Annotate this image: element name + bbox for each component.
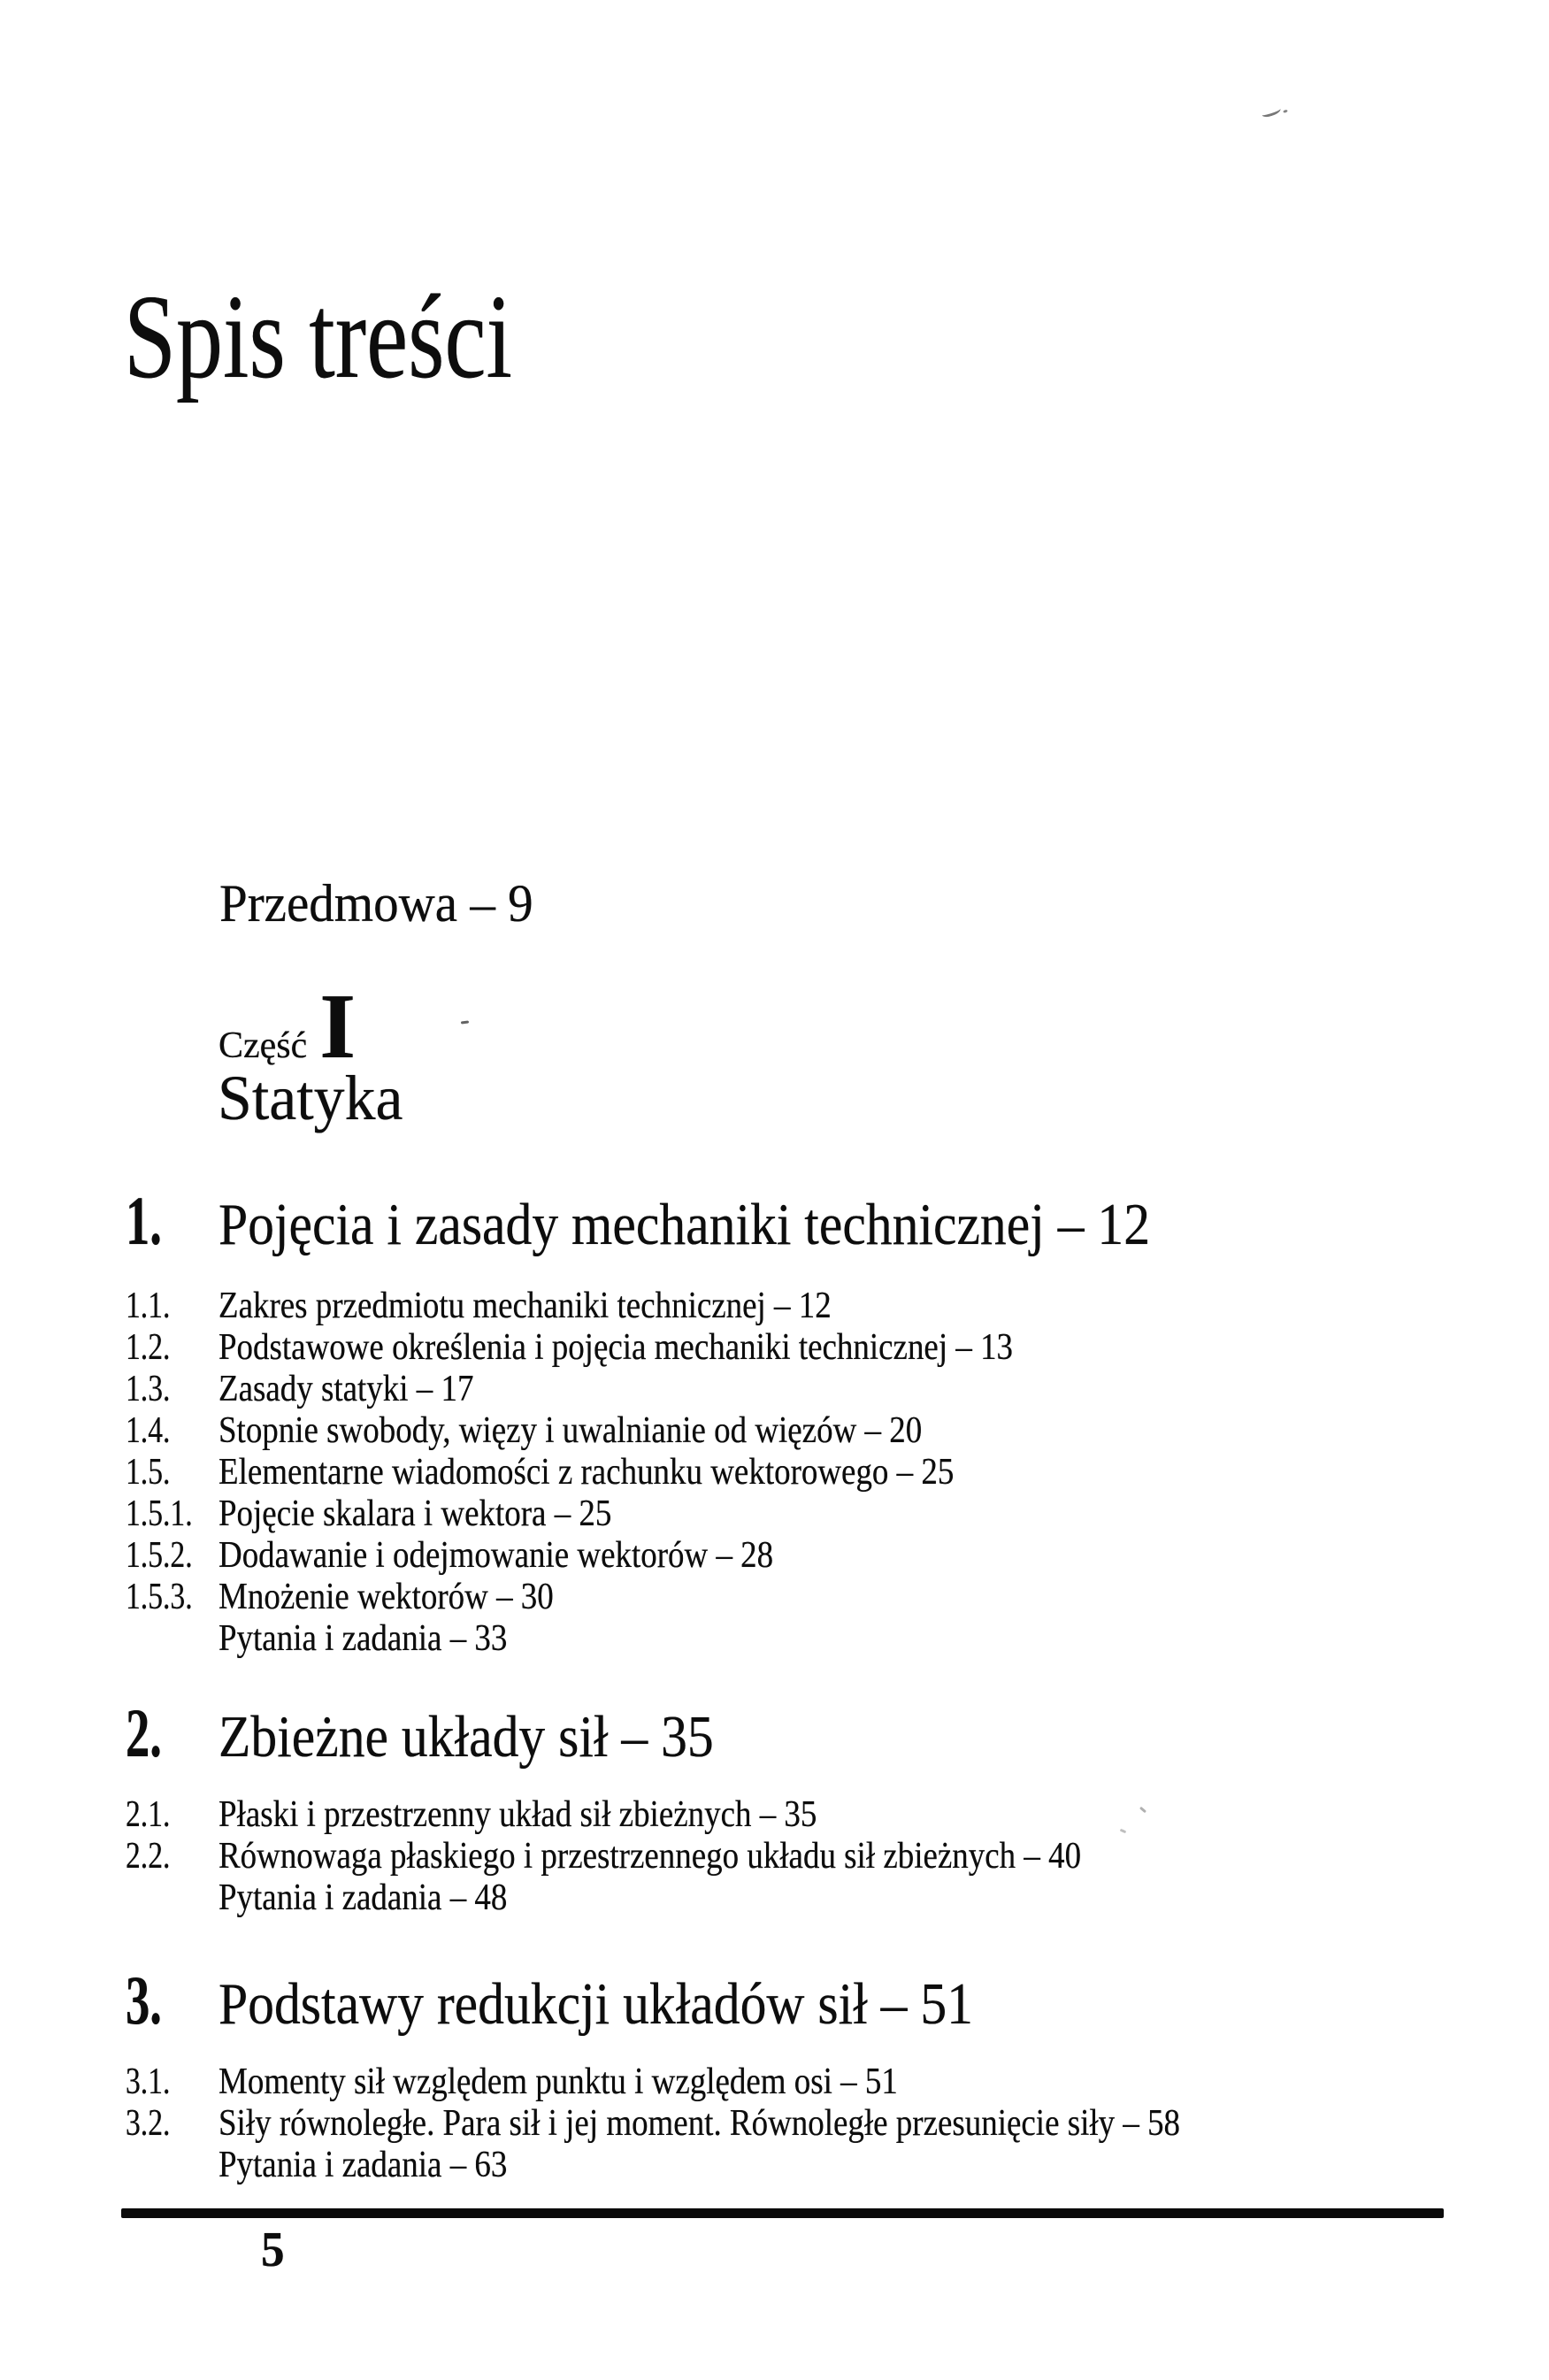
entry-number: 3.1. (126, 2061, 171, 2102)
toc-entry (0, 1454, 1549, 1498)
chapter-2-heading (0, 1694, 1549, 1783)
toc-entry (0, 1578, 1549, 1623)
toc-entry (0, 1838, 1549, 1882)
entry-number: 1.1. (126, 1286, 171, 1326)
entry-number: 1.5.3. (126, 1577, 193, 1617)
entry-text: Pytania i zadania – 48 (219, 1877, 508, 1918)
chapter-title: Pojęcia i zasady mechaniki technicznej – 12 (219, 1192, 1151, 1257)
chapter-title: Podstawy redukcji układów sił – 51 (219, 1971, 973, 2037)
entry-text: Pojęcie skalara i wektora – 25 (219, 1493, 612, 1534)
toc-entry (0, 1796, 1549, 1840)
entry-text: Równowaga płaskiego i przestrzennego układu sił zbieżnych – 40 (219, 1836, 1082, 1877)
toc-entry (0, 2105, 1549, 2149)
toc-entry (0, 1879, 1549, 1923)
entry-number: 1.5.2. (126, 1535, 193, 1576)
scan-artifact-dash (461, 1020, 469, 1024)
toc-entry (0, 2146, 1549, 2191)
entry-number: 1.4. (126, 1410, 171, 1451)
toc-entry (0, 1287, 1549, 1332)
entry-number: 2.1. (126, 1794, 171, 1835)
chapter-number: 1. (126, 1182, 162, 1259)
page-number: 5 (261, 2223, 285, 2277)
chapter-3-heading (0, 1962, 1549, 2050)
entry-text: Zasady statyki – 17 (219, 1369, 474, 1409)
entry-text: Zakres przedmiotu mechaniki technicznej – 12 (219, 1286, 832, 1326)
part-title: Statyka (218, 1063, 403, 1133)
page-title: Spis treści (124, 271, 513, 403)
footer-rule (121, 2208, 1444, 2218)
scan-artifact-squiggle (1261, 105, 1282, 119)
entry-text: Mnożenie wektorów – 30 (219, 1577, 554, 1617)
chapter-1-heading (0, 1182, 1549, 1271)
toc-entry (0, 1329, 1549, 1373)
part-numeral: I (319, 974, 357, 1078)
entry-text: Pytania i zadania – 33 (219, 1618, 508, 1659)
preface-entry: Przedmowa – 9 (219, 874, 533, 933)
entry-number: 1.5.1. (126, 1493, 193, 1534)
entry-number: 1.3. (126, 1369, 171, 1409)
toc-entry (0, 1620, 1549, 1664)
chapter-number: 2. (126, 1694, 162, 1771)
entry-text: Elementarne wiadomości z rachunku wektorowego – 25 (219, 1452, 955, 1493)
entry-text: Siły równoległe. Para sił i jej moment. Równoległe przesunięcie siły – 58 (219, 2103, 1181, 2144)
entry-text: Momenty sił względem punktu i względem osi – 51 (219, 2061, 898, 2102)
toc-entry (0, 1537, 1549, 1581)
entry-number: 1.2. (126, 1327, 171, 1368)
toc-entry (0, 1495, 1549, 1539)
chapter-title: Zbieżne układy sił – 35 (219, 1704, 714, 1770)
entry-number: 1.5. (126, 1452, 171, 1493)
entry-text: Pytania i zadania – 63 (219, 2145, 508, 2185)
entry-number: 3.2. (126, 2103, 171, 2144)
toc-entry (0, 1412, 1549, 1456)
part-heading (219, 974, 357, 1078)
entry-text: Dodawanie i odejmowanie wektorów – 28 (219, 1535, 774, 1576)
entry-text: Podstawowe określenia i pojęcia mechaniki technicznej – 13 (219, 1327, 1014, 1368)
chapter-number: 3. (126, 1962, 162, 2038)
entry-text: Stopnie swobody, więzy i uwalnianie od więzów – 20 (219, 1410, 923, 1451)
toc-entry (0, 1370, 1549, 1415)
entry-text: Płaski i przestrzenny układ sił zbieżnych – 35 (219, 1794, 817, 1835)
toc-entry (0, 2063, 1549, 2107)
entry-number: 2.2. (126, 1836, 171, 1877)
part-label: Część (219, 1025, 308, 1066)
